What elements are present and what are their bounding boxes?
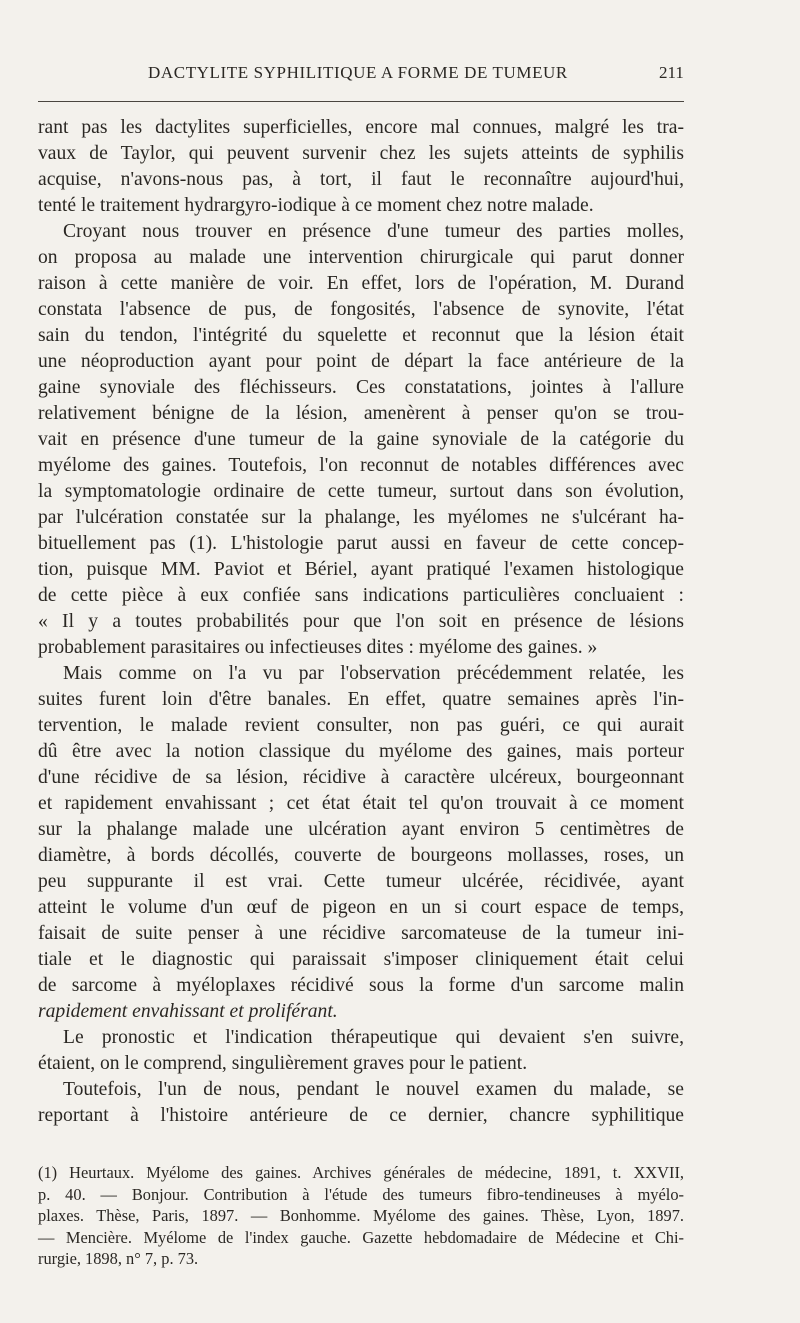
text-line: dû être avec la notion classique du myélome des gaines, mais porteur [38, 741, 684, 762]
text-line: « Il y a toutes probabilités pour que l'on soit en présence de lésions [38, 611, 684, 632]
page-number: 211 [659, 63, 684, 82]
text-line: de cette pièce à eux confiée sans indications particulières concluaient : [38, 585, 684, 606]
footnote-line: (1) Heurtaux. Myélome des gaines. Archives générales de médecine, 1891, t. XXVII, [38, 1163, 684, 1182]
text-line: tion, puisque MM. Paviot et Bériel, ayant pratiqué l'examen histologique [38, 559, 684, 580]
footnote-line: — Mencière. Myélome de l'index gauche. Gazette hebdomadaire de Médecine et Chi- [38, 1227, 684, 1247]
footnote-line: plaxes. Thèse, Paris, 1897. — Bonhomme. Myélome des gaines. Thèse, Lyon, 1897. [38, 1206, 684, 1225]
text-line: une néoproduction ayant pour point de départ la face antérieure de la [38, 351, 684, 372]
text-line: tiale et le diagnostic qui paraissait s'imposer cliniquement était celui [38, 949, 684, 970]
footnote-line: rurgie, 1898, n° 7, p. 73. [38, 1249, 199, 1268]
text-line: suites furent loin d'être banales. En effet, quatre semaines après l'in- [38, 689, 684, 710]
text-line: de sarcome à myéloplaxes récidivé sous la forme d'un sarcome malin [38, 975, 684, 996]
text-line: raison à cette manière de voir. En effet, lors de l'opération, M. Durand [38, 273, 684, 294]
text-line: vait en présence d'une tumeur de la gaine synoviale de la catégorie du [38, 429, 684, 450]
text-line: bituellement pas (1). L'histologie parut aussi en faveur de cette concep- [38, 533, 684, 554]
text-line: reportant à l'histoire antérieure de ce dernier, chancre syphilitique [38, 1105, 684, 1126]
text-line: d'une récidive de sa lésion, récidive à caractère ulcéreux, bourgeonnant [38, 767, 684, 788]
text-line: peu suppurante il est vrai. Cette tumeur ulcérée, récidivée, ayant [38, 871, 684, 892]
text-line: gaine synoviale des fléchisseurs. Ces constatations, jointes à l'allure [38, 377, 684, 398]
text-line: la symptomatologie ordinaire de cette tumeur, surtout dans son évolution, [38, 481, 684, 502]
text-line: rapidement envahissant et proliférant. [38, 1001, 338, 1022]
text-line: myélome des gaines. Toutefois, l'on reconnut de notables différences avec [38, 455, 684, 476]
text-line: sur la phalange malade une ulcération ayant environ 5 centimètres de [38, 819, 684, 840]
text-line: relativement bénigne de la lésion, amenèrent à penser qu'on se trou- [38, 403, 684, 424]
text-line: on proposa au malade une intervention chirurgicale qui parut donner [38, 247, 684, 268]
text-line: Croyant nous trouver en présence d'une tumeur des parties molles, [63, 221, 684, 242]
text-line: Toutefois, l'un de nous, pendant le nouvel examen du malade, se [63, 1079, 684, 1100]
main-text [38, 115, 684, 1129]
text-line: probablement parasitaires ou infectieuses dites : myélome des gaines. » [38, 637, 598, 658]
text-line: Le pronostic et l'indication thérapeutique qui devaient s'en suivre, [63, 1027, 684, 1048]
footnote-line: p. 40. — Bonjour. Contribution à l'étude des tumeurs fibro-tendineuses à myélo- [38, 1184, 684, 1204]
header-rule [38, 101, 684, 102]
text-line: et rapidement envahissant ; cet état était tel qu'on trouvait à ce moment [38, 793, 684, 814]
text-line: atteint le volume d'un œuf de pigeon en un si court espace de temps, [38, 897, 684, 918]
text-line: par l'ulcération constatée sur la phalange, les myélomes ne s'ulcérant ha- [38, 507, 684, 528]
footnotes [38, 1162, 684, 1270]
text-line: rant pas les dactylites superficielles, encore mal connues, malgré les tra- [38, 117, 684, 138]
running-title: DACTYLITE SYPHILITIQUE A FORME DE TUMEUR [148, 63, 568, 82]
text-line: tervention, le malade revient consulter, non pas guéri, ce qui aurait [38, 715, 684, 736]
text-line: diamètre, à bords décollés, couverte de bourgeons mollasses, roses, un [38, 845, 684, 866]
text-line: acquise, n'avons-nous pas, à tort, il faut le reconnaître aujourd'hui, [38, 169, 684, 190]
text-line: constata l'absence de pus, de fongosités, l'absence de synovite, l'état [38, 299, 684, 320]
text-line: tenté le traitement hydrargyro-iodique à ce moment chez notre malade. [38, 195, 594, 216]
text-line: vaux de Taylor, qui peuvent survenir chez les sujets atteints de syphilis [38, 143, 684, 164]
text-line: sain du tendon, l'intégrité du squelette et reconnut que la lésion était [38, 325, 684, 346]
text-line: étaient, on le comprend, singulièrement graves pour le patient. [38, 1053, 528, 1074]
text-line: faisait de suite penser à une récidive sarcomateuse de la tumeur ini- [38, 923, 684, 944]
text-line: Mais comme on l'a vu par l'observation précédemment relatée, les [63, 663, 684, 684]
